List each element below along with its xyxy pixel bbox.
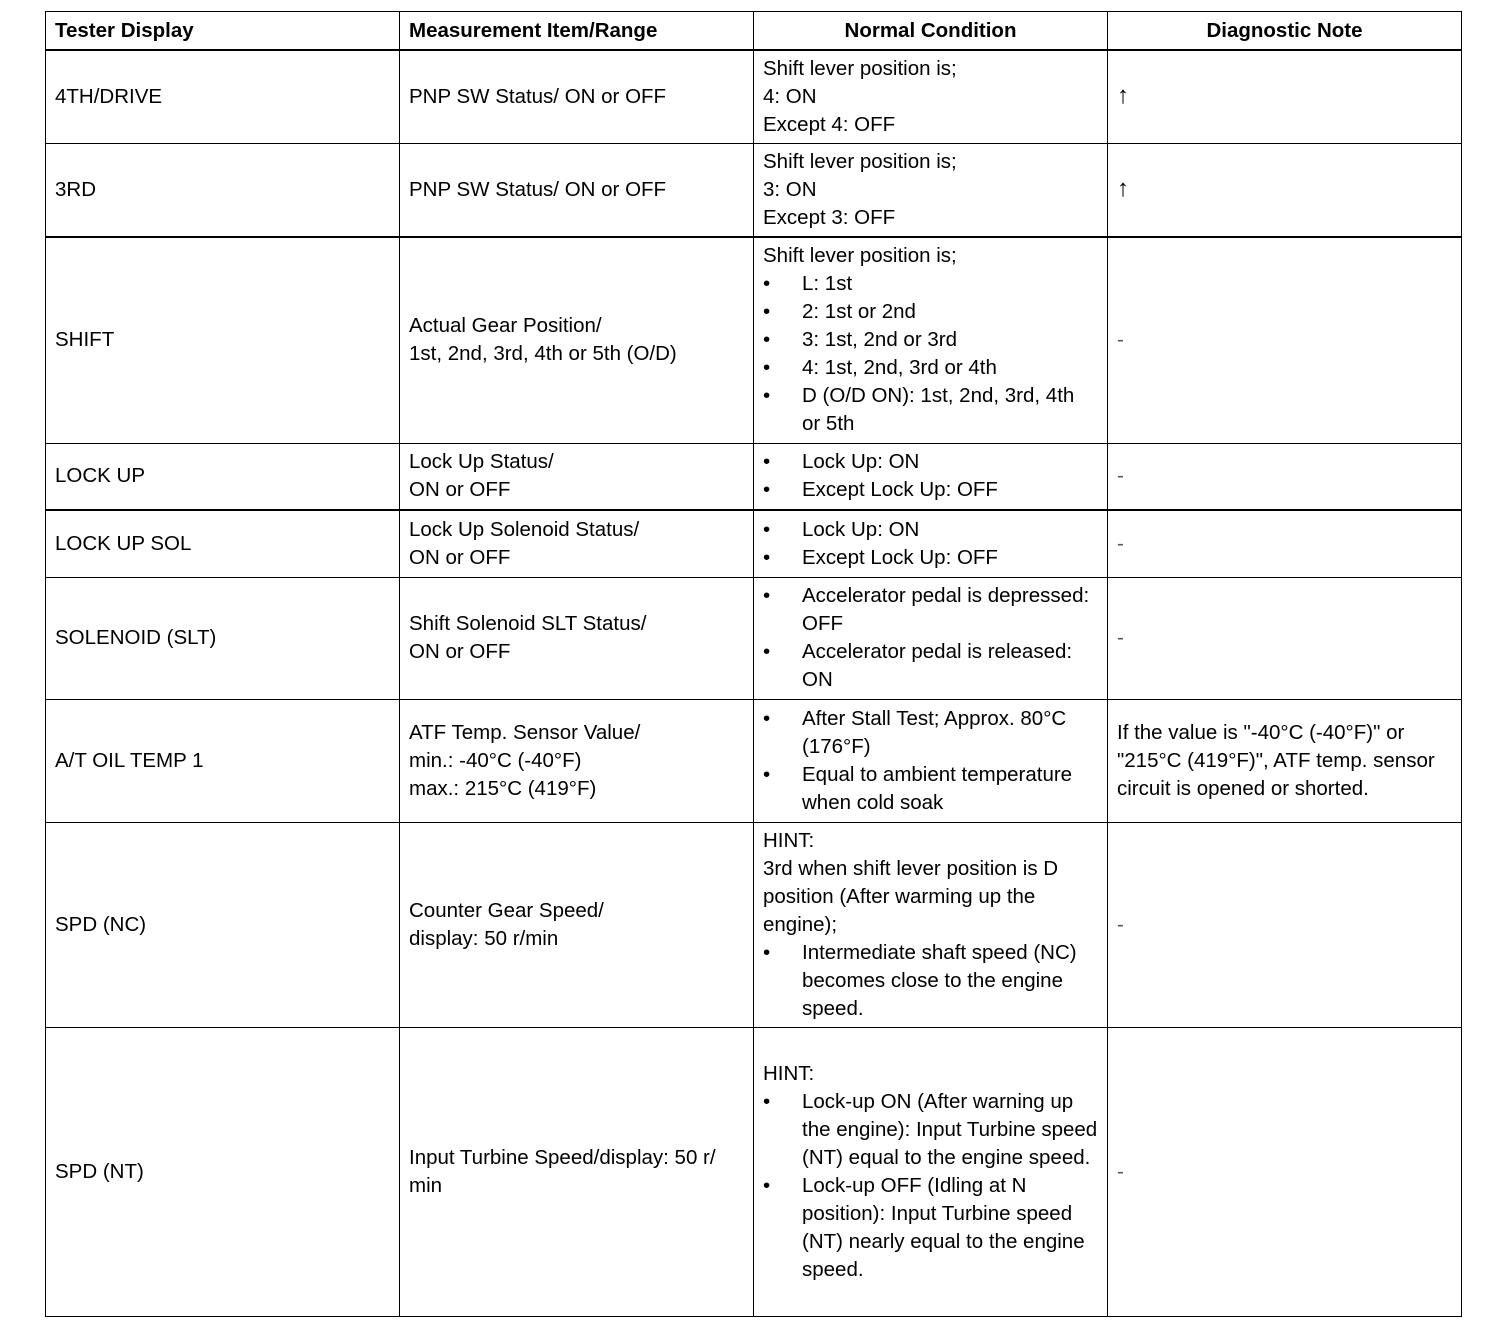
condition-line: Shift lever position is; [763,244,957,268]
condition-bullet-item: • Except Lock Up: OFF [763,544,1098,572]
condition-line: 3: ON [763,177,817,201]
diagnostic-note-text: - [1117,531,1124,555]
condition-bullet-item: • Equal to ambient temperature when cold soak [763,761,1098,817]
header-measurement-item: Measurement Item/Range [400,12,754,51]
cell-tester-display: LOCK UP SOL [46,510,400,577]
cell-diagnostic-note [1108,237,1462,443]
table-body [46,50,1462,1316]
cell-measurement-item [400,1027,754,1316]
diagnostic-note-text: - [1117,626,1124,649]
cell-tester-display: SHIFT [46,237,400,443]
diagnostic-note-text: - [1117,912,1124,936]
tester-data-table [45,11,1462,1317]
cell-tester-display: SOLENOID (SLT) [46,577,400,699]
cell-normal-condition [754,1027,1108,1316]
cell-tester-display: SPD (NT) [46,1027,400,1316]
condition-bullet-item: • Accelerator pedal is released: ON [763,638,1098,694]
cell-diagnostic-note [1108,50,1462,143]
cell-measurement-item [400,577,754,699]
measurement-line: Lock Up Solenoid Status/ [409,517,640,541]
table-row [46,822,1462,1027]
cell-measurement-item [400,510,754,577]
cell-diagnostic-note [1108,510,1462,577]
table-row [46,577,1462,699]
measurement-line: ON or OFF [409,478,511,502]
header-diagnostic-note: Diagnostic Note [1108,12,1462,51]
cell-diagnostic-note [1108,822,1462,1027]
cell-measurement-item [400,237,754,443]
table-row [46,510,1462,577]
condition-bullet-item: • Intermediate shaft speed (NC) becomes close to the engine speed. [763,939,1098,1023]
cell-tester-display: 3RD [46,143,400,237]
cell-diagnostic-note [1108,443,1462,510]
table-row [46,237,1462,443]
cell-diagnostic-note [1108,577,1462,699]
cell-diagnostic-note [1108,699,1462,822]
cell-tester-display: A/T OIL TEMP 1 [46,699,400,822]
condition-bullet-item: • 2: 1st or 2nd [763,298,1098,326]
measurement-line: min.: -40°C (-40°F) [409,748,582,772]
table-row [46,699,1462,822]
measurement-line: Input Turbine Speed/display: 50 r/ min [409,1145,716,1197]
header-normal-condition: Normal Condition [754,12,1108,51]
condition-bullet-item: • 4: 1st, 2nd, 3rd or 4th [763,354,1098,382]
condition-line: HINT: [763,1061,815,1085]
cell-tester-display: LOCK UP [46,443,400,510]
condition-line: Shift lever position is; [763,149,957,173]
measurement-line: ON or OFF [409,545,511,569]
cell-measurement-item [400,443,754,510]
header-tester-display: Tester Display [46,12,400,51]
condition-line: 4: ON [763,84,817,108]
condition-line: Except 4: OFF [763,112,896,136]
up-arrow-icon: ↑ [1117,82,1129,110]
cell-normal-condition [754,822,1108,1027]
condition-line: HINT: [763,828,815,852]
cell-measurement-item [400,143,754,237]
cell-normal-condition [754,577,1108,699]
condition-bullet-item: • Lock Up: ON [763,516,1098,544]
measurement-line: ON or OFF [409,640,511,663]
cell-diagnostic-note [1108,1027,1462,1316]
cell-diagnostic-note [1108,143,1462,237]
diagnostic-note-text: If the value is "-40°C (-40°F)" or "215°C (419°F)", ATF temp. sensor circuit is opened or shorted. [1117,720,1435,800]
measurement-line: max.: 215°C (419°F) [409,776,597,800]
condition-bullet-item: • Lock Up: ON [763,448,1098,476]
table-header-row [46,12,1462,51]
cell-normal-condition [754,443,1108,510]
measurement-line: Shift Solenoid SLT Status/ [409,612,647,635]
cell-measurement-item [400,822,754,1027]
condition-bullet-item: • 3: 1st, 2nd or 3rd [763,326,1098,354]
table-row [46,1027,1462,1316]
cell-tester-display: 4TH/DRIVE [46,50,400,143]
cell-tester-display: SPD (NC) [46,822,400,1027]
measurement-line: ATF Temp. Sensor Value/ [409,720,641,744]
condition-bullet-item: • Except Lock Up: OFF [763,476,1098,504]
condition-bullet-item: • Lock-up OFF (Idling at N position): Input Turbine speed (NT) nearly equal to the engine speed. [763,1172,1098,1284]
cell-normal-condition [754,237,1108,443]
measurement-line: display: 50 r/min [409,926,559,950]
cell-normal-condition [754,143,1108,237]
condition-bullet-item: • D (O/D ON): 1st, 2nd, 3rd, 4th or 5th [763,382,1098,438]
table-row [46,50,1462,143]
condition-line: Except 3: OFF [763,205,896,229]
diagnostic-note-text: - [1117,328,1124,352]
measurement-line: 1st, 2nd, 3rd, 4th or 5th (O/D) [409,342,677,366]
condition-bullet-item: • After Stall Test; Approx. 80°C (176°F) [763,705,1098,761]
measurement-line: Counter Gear Speed/ [409,898,604,922]
cell-normal-condition [754,510,1108,577]
up-arrow-icon: ↑ [1117,175,1129,203]
measurement-line: PNP SW Status/ ON or OFF [409,177,667,201]
diagnostic-note-text: - [1117,464,1124,488]
condition-line: 3rd when shift lever position is D position (After warming up the engine); [763,856,1059,936]
cell-normal-condition [754,699,1108,822]
measurement-line: Lock Up Status/ [409,450,554,474]
condition-bullet-item: • Lock-up ON (After warning up the engine): Input Turbine speed (NT) equal to the engine speed. [763,1088,1098,1172]
cell-measurement-item [400,50,754,143]
table-row [46,443,1462,510]
table-row [46,143,1462,237]
measurement-line: Actual Gear Position/ [409,314,602,338]
measurement-line: PNP SW Status/ ON or OFF [409,84,667,108]
condition-bullet-item: • L: 1st [763,270,1098,298]
diagnostic-note-text: - [1117,1159,1124,1183]
condition-line: Shift lever position is; [763,56,957,80]
condition-bullet-item: • Accelerator pedal is depressed: OFF [763,582,1098,638]
cell-normal-condition [754,50,1108,143]
cell-measurement-item [400,699,754,822]
